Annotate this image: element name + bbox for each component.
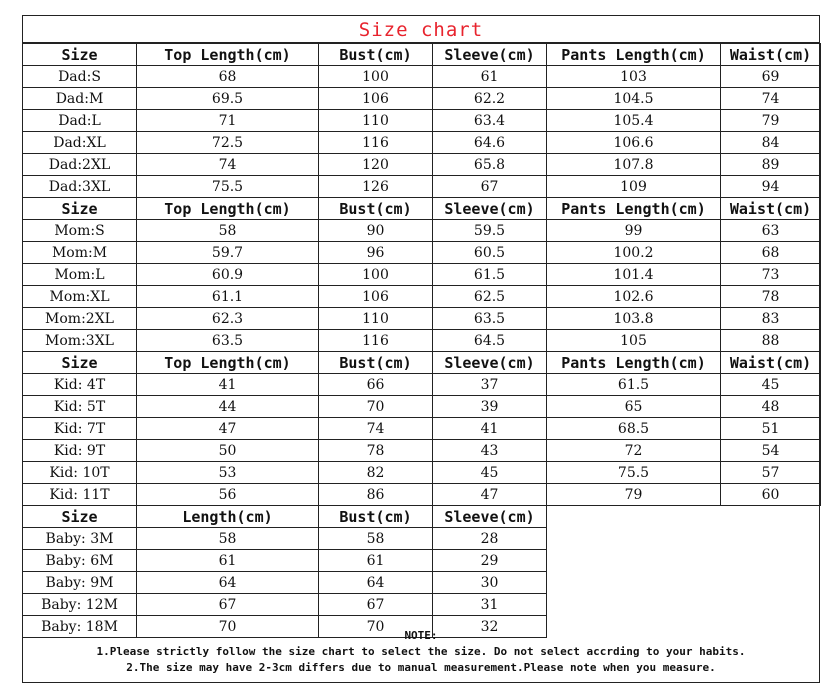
measurement-cell: 63.5 (433, 308, 547, 330)
size-table (22, 43, 821, 638)
table-row (23, 528, 821, 550)
size-label: Dad:S (23, 66, 137, 88)
measurement-cell: 61.5 (547, 374, 721, 396)
column-header: Size (23, 352, 137, 374)
measurement-cell: 69 (721, 66, 821, 88)
measurement-cell: 100 (319, 66, 433, 88)
measurement-cell: 106 (319, 286, 433, 308)
chart-title: Size chart (23, 16, 819, 43)
column-header: Bust(cm) (319, 506, 433, 528)
measurement-cell: 70 (319, 396, 433, 418)
measurement-cell: 41 (137, 374, 319, 396)
size-label: Baby: 9M (23, 572, 137, 594)
measurement-cell: 67 (319, 594, 433, 616)
measurement-cell: 84 (721, 132, 821, 154)
empty-cell (721, 594, 821, 616)
header-row-kid (23, 352, 821, 374)
table-row (23, 66, 821, 88)
measurement-cell: 67 (137, 594, 319, 616)
size-chart (22, 15, 820, 683)
column-header: Sleeve(cm) (433, 198, 547, 220)
column-header: Bust(cm) (319, 44, 433, 66)
measurement-cell: 41 (433, 418, 547, 440)
measurement-cell: 105 (547, 330, 721, 352)
column-header: Sleeve(cm) (433, 506, 547, 528)
size-label: Mom:XL (23, 286, 137, 308)
measurement-cell: 62.5 (433, 286, 547, 308)
table-row (23, 264, 821, 286)
empty-cell (721, 528, 821, 550)
measurement-cell: 126 (319, 176, 433, 198)
measurement-cell: 74 (721, 88, 821, 110)
measurement-cell: 58 (137, 220, 319, 242)
table-row (23, 154, 821, 176)
column-header: Bust(cm) (319, 198, 433, 220)
notes-line-2: 2.The size may have 2-3cm differs due to manual measurement.Please note when you measure. (126, 661, 716, 674)
measurement-cell: 73 (721, 264, 821, 286)
table-row (23, 550, 821, 572)
measurement-cell: 64 (319, 572, 433, 594)
size-label: Baby: 6M (23, 550, 137, 572)
measurement-cell: 116 (319, 132, 433, 154)
column-header: Waist(cm) (721, 44, 821, 66)
header-row-baby (23, 506, 821, 528)
measurement-cell: 58 (137, 528, 319, 550)
table-row (23, 572, 821, 594)
table-row (23, 110, 821, 132)
measurement-cell: 106.6 (547, 132, 721, 154)
column-header: Pants Length(cm) (547, 44, 721, 66)
column-header: Size (23, 44, 137, 66)
measurement-cell: 61.5 (433, 264, 547, 286)
measurement-cell: 64.6 (433, 132, 547, 154)
measurement-cell: 62.3 (137, 308, 319, 330)
column-header: Size (23, 506, 137, 528)
measurement-cell: 58 (319, 528, 433, 550)
measurement-cell: 99 (547, 220, 721, 242)
table-row (23, 242, 821, 264)
column-header: Waist(cm) (721, 198, 821, 220)
measurement-cell: 59.5 (433, 220, 547, 242)
size-label: Mom:2XL (23, 308, 137, 330)
empty-cell (721, 550, 821, 572)
measurement-cell: 66 (319, 374, 433, 396)
empty-cell (547, 550, 721, 572)
measurement-cell: 64.5 (433, 330, 547, 352)
table-row (23, 176, 821, 198)
empty-cell (547, 572, 721, 594)
measurement-cell: 51 (721, 418, 821, 440)
measurement-cell: 32 (433, 616, 547, 638)
column-header: Sleeve(cm) (433, 44, 547, 66)
measurement-cell: 94 (721, 176, 821, 198)
measurement-cell: 100 (319, 264, 433, 286)
measurement-cell: 86 (319, 484, 433, 506)
measurement-cell: 69.5 (137, 88, 319, 110)
measurement-cell: 120 (319, 154, 433, 176)
column-header: Top Length(cm) (137, 352, 319, 374)
table-row (23, 220, 821, 242)
measurement-cell: 47 (137, 418, 319, 440)
measurement-cell: 71 (137, 110, 319, 132)
empty-cell (721, 506, 821, 528)
measurement-cell: 37 (433, 374, 547, 396)
measurement-cell: 78 (721, 286, 821, 308)
measurement-cell: 101.4 (547, 264, 721, 286)
measurement-cell: 44 (137, 396, 319, 418)
measurement-cell: 67 (433, 176, 547, 198)
measurement-cell: 82 (319, 462, 433, 484)
measurement-cell: 70 (319, 616, 433, 638)
size-label: Dad:XL (23, 132, 137, 154)
measurement-cell: 106 (319, 88, 433, 110)
measurement-cell: 64 (137, 572, 319, 594)
empty-cell (547, 528, 721, 550)
table-row (23, 132, 821, 154)
empty-cell (721, 572, 821, 594)
measurement-cell: 78 (319, 440, 433, 462)
table-row (23, 484, 821, 506)
table-row (23, 308, 821, 330)
measurement-cell: 31 (433, 594, 547, 616)
measurement-cell: 74 (319, 418, 433, 440)
measurement-cell: 110 (319, 110, 433, 132)
measurement-cell: 79 (721, 110, 821, 132)
measurement-cell: 61 (433, 66, 547, 88)
column-header: Top Length(cm) (137, 198, 319, 220)
table-row (23, 88, 821, 110)
size-label: Kid: 10T (23, 462, 137, 484)
empty-cell (547, 594, 721, 616)
measurement-cell: 116 (319, 330, 433, 352)
column-header: Length(cm) (137, 506, 319, 528)
measurement-cell: 90 (319, 220, 433, 242)
size-table-body (23, 44, 821, 638)
measurement-cell: 88 (721, 330, 821, 352)
header-row-dad (23, 44, 821, 66)
column-header: Pants Length(cm) (547, 352, 721, 374)
measurement-cell: 89 (721, 154, 821, 176)
measurement-cell: 104.5 (547, 88, 721, 110)
table-row (23, 418, 821, 440)
measurement-cell: 74 (137, 154, 319, 176)
table-row (23, 330, 821, 352)
measurement-cell: 63 (721, 220, 821, 242)
column-header: Pants Length(cm) (547, 198, 721, 220)
size-label: Mom:3XL (23, 330, 137, 352)
measurement-cell: 83 (721, 308, 821, 330)
measurement-cell: 79 (547, 484, 721, 506)
size-label: Baby: 3M (23, 528, 137, 550)
measurement-cell: 105.4 (547, 110, 721, 132)
size-label: Baby: 12M (23, 594, 137, 616)
size-label: Dad:3XL (23, 176, 137, 198)
measurement-cell: 45 (721, 374, 821, 396)
measurement-cell: 70 (137, 616, 319, 638)
table-row (23, 396, 821, 418)
measurement-cell: 60.9 (137, 264, 319, 286)
column-header: Size (23, 198, 137, 220)
measurement-cell: 65.8 (433, 154, 547, 176)
column-header: Waist(cm) (721, 352, 821, 374)
measurement-cell: 63.5 (137, 330, 319, 352)
notes-heading: NOTE: (404, 629, 438, 642)
table-row (23, 440, 821, 462)
measurement-cell: 30 (433, 572, 547, 594)
size-label: Kid: 11T (23, 484, 137, 506)
measurement-cell: 63.4 (433, 110, 547, 132)
size-label: Mom:S (23, 220, 137, 242)
measurement-cell: 72 (547, 440, 721, 462)
measurement-cell: 103 (547, 66, 721, 88)
measurement-cell: 75.5 (137, 176, 319, 198)
measurement-cell: 60 (721, 484, 821, 506)
measurement-cell: 48 (721, 396, 821, 418)
measurement-cell: 109 (547, 176, 721, 198)
measurement-cell: 43 (433, 440, 547, 462)
size-label: Dad:L (23, 110, 137, 132)
measurement-cell: 28 (433, 528, 547, 550)
measurement-cell: 103.8 (547, 308, 721, 330)
measurement-cell: 72.5 (137, 132, 319, 154)
measurement-cell: 75.5 (547, 462, 721, 484)
size-label: Dad:2XL (23, 154, 137, 176)
table-row (23, 594, 821, 616)
measurement-cell: 57 (721, 462, 821, 484)
measurement-cell: 110 (319, 308, 433, 330)
column-header: Sleeve(cm) (433, 352, 547, 374)
size-label: Mom:M (23, 242, 137, 264)
measurement-cell: 96 (319, 242, 433, 264)
table-row (23, 462, 821, 484)
notes (23, 628, 819, 676)
size-label: Baby: 18M (23, 616, 137, 638)
measurement-cell: 54 (721, 440, 821, 462)
measurement-cell: 45 (433, 462, 547, 484)
table-row (23, 286, 821, 308)
size-label: Dad:M (23, 88, 137, 110)
measurement-cell: 107.8 (547, 154, 721, 176)
table-row (23, 374, 821, 396)
measurement-cell: 65 (547, 396, 721, 418)
size-label: Mom:L (23, 264, 137, 286)
column-header: Top Length(cm) (137, 44, 319, 66)
column-header: Bust(cm) (319, 352, 433, 374)
empty-cell (547, 506, 721, 528)
measurement-cell: 60.5 (433, 242, 547, 264)
measurement-cell: 102.6 (547, 286, 721, 308)
measurement-cell: 47 (433, 484, 547, 506)
size-label: Kid: 7T (23, 418, 137, 440)
measurement-cell: 39 (433, 396, 547, 418)
measurement-cell: 56 (137, 484, 319, 506)
measurement-cell: 59.7 (137, 242, 319, 264)
measurement-cell: 53 (137, 462, 319, 484)
size-label: Kid: 5T (23, 396, 137, 418)
measurement-cell: 29 (433, 550, 547, 572)
size-label: Kid: 4T (23, 374, 137, 396)
measurement-cell: 68.5 (547, 418, 721, 440)
measurement-cell: 62.2 (433, 88, 547, 110)
measurement-cell: 61 (137, 550, 319, 572)
size-label: Kid: 9T (23, 440, 137, 462)
measurement-cell: 61.1 (137, 286, 319, 308)
header-row-mom (23, 198, 821, 220)
measurement-cell: 50 (137, 440, 319, 462)
measurement-cell: 61 (319, 550, 433, 572)
measurement-cell: 100.2 (547, 242, 721, 264)
measurement-cell: 68 (721, 242, 821, 264)
measurement-cell: 68 (137, 66, 319, 88)
notes-line-1: 1.Please strictly follow the size chart to select the size. Do not select accrding to your habits. (96, 645, 746, 658)
